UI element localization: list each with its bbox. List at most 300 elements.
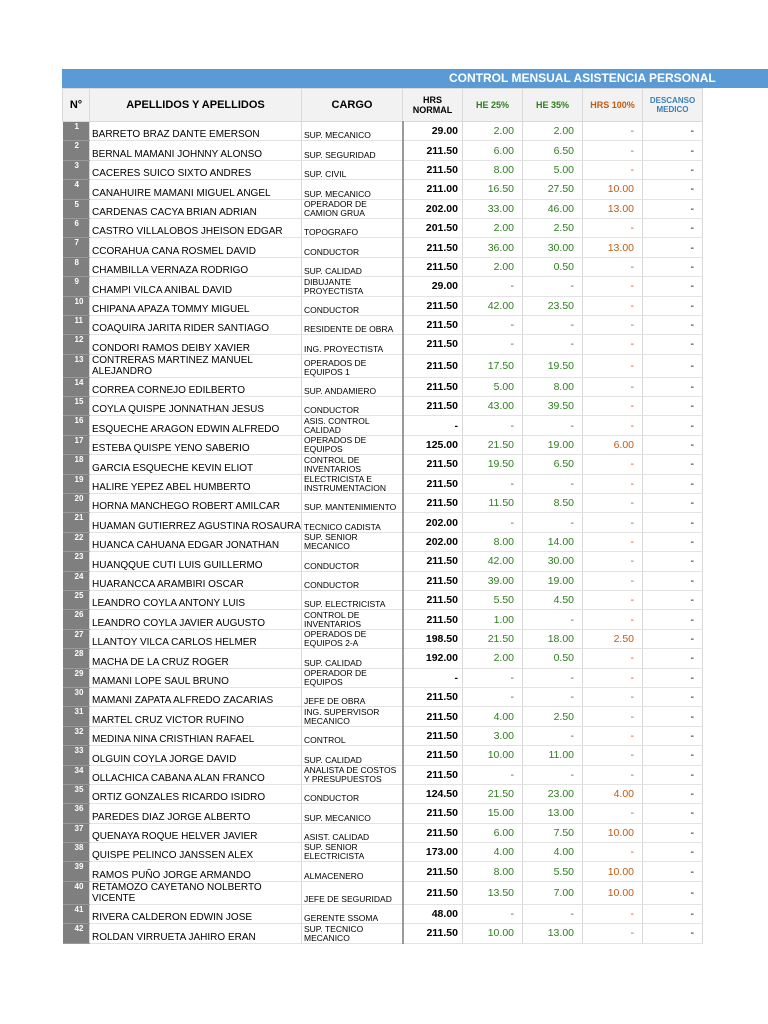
table-row [63, 513, 703, 532]
hrs-normal-value: 211.50 [403, 804, 463, 823]
he25-value: - [463, 668, 523, 687]
he25-value: - [463, 474, 523, 493]
hrs100-value: 10.00 [583, 862, 643, 881]
employee-cargo: SUP. TECNICO MECANICO [302, 924, 403, 943]
table-row [63, 141, 703, 160]
table-row [63, 335, 703, 354]
hrs100-value: - [583, 296, 643, 315]
employee-cargo: DIBUJANTE PROYECTISTA [302, 277, 403, 296]
employee-cargo: CONDUCTOR [302, 784, 403, 803]
employee-name: HUAMAN GUTIERREZ AGUSTINA ROSAURA [90, 513, 302, 532]
table-body [63, 122, 703, 944]
descanso-medico-value: - [643, 218, 703, 237]
table-row [63, 474, 703, 493]
he35-value: 8.50 [523, 494, 583, 513]
he25-value: 10.00 [463, 746, 523, 765]
descanso-medico-value: - [643, 687, 703, 706]
row-number: 33 [63, 746, 90, 765]
employee-name: LLANTOY VILCA CARLOS HELMER [90, 629, 302, 648]
he35-value: 4.00 [523, 843, 583, 862]
employee-name: MAMANI ZAPATA ALFREDO ZACARIAS [90, 687, 302, 706]
table-row [63, 746, 703, 765]
descanso-medico-value: - [643, 513, 703, 532]
row-number: 29 [63, 668, 90, 687]
hrs100-value: - [583, 707, 643, 726]
row-number: 32 [63, 726, 90, 745]
descanso-medico-value: - [643, 377, 703, 396]
hrs100-value: - [583, 571, 643, 590]
hrs-normal-value: 211.50 [403, 160, 463, 179]
row-number: 26 [63, 610, 90, 629]
he35-value: - [523, 315, 583, 334]
descanso-medico-value: - [643, 238, 703, 257]
table-row [63, 435, 703, 454]
he35-value: 46.00 [523, 199, 583, 218]
hrs100-value: - [583, 257, 643, 276]
row-number: 15 [63, 397, 90, 416]
row-number: 13 [63, 354, 90, 377]
hrs100-value: 10.00 [583, 180, 643, 199]
row-number: 7 [63, 238, 90, 257]
descanso-medico-value: - [643, 532, 703, 551]
descanso-medico-value: - [643, 435, 703, 454]
hrs100-value: - [583, 160, 643, 179]
employee-name: CANAHUIRE MAMANI MIGUEL ANGEL [90, 180, 302, 199]
he25-value: 6.00 [463, 823, 523, 842]
table-row [63, 199, 703, 218]
employee-name: MACHA DE LA CRUZ ROGER [90, 649, 302, 668]
column-header-he25: HE 25% [463, 89, 523, 122]
he25-value: 2.00 [463, 122, 523, 141]
he35-value: 7.00 [523, 881, 583, 904]
row-number: 16 [63, 416, 90, 435]
he25-value: - [463, 277, 523, 296]
he35-value: 30.00 [523, 238, 583, 257]
employee-name: RIVERA CALDERON EDWIN JOSE [90, 904, 302, 923]
descanso-medico-value: - [643, 726, 703, 745]
row-number: 35 [63, 784, 90, 803]
row-number: 19 [63, 474, 90, 493]
employee-cargo: RESIDENTE DE OBRA [302, 315, 403, 334]
he25-value: 33.00 [463, 199, 523, 218]
employee-name: HUANQQUE CUTI LUIS GUILLERMO [90, 552, 302, 571]
he35-value: 13.00 [523, 804, 583, 823]
employee-name: QUENAYA ROQUE HELVER JAVIER [90, 823, 302, 842]
he35-value: - [523, 765, 583, 784]
column-header-name: APELLIDOS Y APELLIDOS [90, 89, 302, 122]
employee-name: COAQUIRA JARITA RIDER SANTIAGO [90, 315, 302, 334]
he25-value: 21.50 [463, 435, 523, 454]
header-row [63, 89, 703, 122]
descanso-medico-value: - [643, 552, 703, 571]
hrs100-value: - [583, 474, 643, 493]
hrs-normal-value: 211.50 [403, 924, 463, 943]
table-row [63, 277, 703, 296]
table-row [63, 494, 703, 513]
hrs100-value: - [583, 218, 643, 237]
hrs-normal-value: 211.50 [403, 257, 463, 276]
he25-value: 15.00 [463, 804, 523, 823]
hrs100-value: - [583, 416, 643, 435]
table-row [63, 397, 703, 416]
row-number: 28 [63, 649, 90, 668]
employee-name: CCORAHUA CANA ROSMEL DAVID [90, 238, 302, 257]
employee-cargo: CONTROL [302, 726, 403, 745]
descanso-medico-value: - [643, 474, 703, 493]
he35-value: 13.00 [523, 924, 583, 943]
hrs-normal-value: 211.50 [403, 335, 463, 354]
employee-cargo: SUP. SENIOR ELECTRICISTA [302, 843, 403, 862]
he35-value: 30.00 [523, 552, 583, 571]
table-row [63, 532, 703, 551]
hrs-normal-value: 211.50 [403, 707, 463, 726]
column-header-hrs100: HRS 100% [583, 89, 643, 122]
hrs100-value: - [583, 904, 643, 923]
descanso-medico-value: - [643, 765, 703, 784]
hrs100-value: - [583, 335, 643, 354]
employee-name: OLGUIN COYLA JORGE DAVID [90, 746, 302, 765]
he25-value: - [463, 687, 523, 706]
he35-value: 4.50 [523, 590, 583, 609]
row-number: 23 [63, 552, 90, 571]
hrs-normal-value: 29.00 [403, 122, 463, 141]
employee-name: ORTIZ GONZALES RICARDO ISIDRO [90, 784, 302, 803]
table-row [63, 629, 703, 648]
hrs100-value: - [583, 122, 643, 141]
table-row [63, 707, 703, 726]
table-row [63, 924, 703, 943]
he35-value: 19.50 [523, 354, 583, 377]
he35-value: - [523, 687, 583, 706]
employee-cargo: ING. SUPERVISOR MECANICO [302, 707, 403, 726]
row-number: 18 [63, 455, 90, 474]
he25-value: 13.50 [463, 881, 523, 904]
table-row [63, 765, 703, 784]
hrs-normal-value: 211.50 [403, 397, 463, 416]
row-number: 5 [63, 199, 90, 218]
he35-value: - [523, 416, 583, 435]
column-header-he35: HE 35% [523, 89, 583, 122]
employee-cargo: CONTROL DE INVENTARIOS [302, 455, 403, 474]
he25-value: 2.00 [463, 649, 523, 668]
hrs-normal-value: 48.00 [403, 904, 463, 923]
row-number: 30 [63, 687, 90, 706]
employee-cargo: SUP. MECANICO [302, 804, 403, 823]
employee-name: GARCIA ESQUECHE KEVIN ELIOT [90, 455, 302, 474]
hrs100-value: 10.00 [583, 881, 643, 904]
row-number: 4 [63, 180, 90, 199]
hrs-normal-value: 211.50 [403, 726, 463, 745]
row-number: 12 [63, 335, 90, 354]
table-row [63, 881, 703, 904]
hrs100-value: - [583, 277, 643, 296]
employee-cargo: JEFE DE SEGURIDAD [302, 881, 403, 904]
hrs100-value: - [583, 765, 643, 784]
he35-value: 2.50 [523, 707, 583, 726]
employee-name: HORNA MANCHEGO ROBERT AMILCAR [90, 494, 302, 513]
descanso-medico-value: - [643, 862, 703, 881]
descanso-medico-value: - [643, 397, 703, 416]
row-number: 41 [63, 904, 90, 923]
hrs100-value: - [583, 141, 643, 160]
row-number: 40 [63, 881, 90, 904]
employee-name: RETAMOZO CAYETANO NOLBERTO VICENTE [90, 881, 302, 904]
hrs100-value: - [583, 687, 643, 706]
employee-cargo: TOPOGRAFO [302, 218, 403, 237]
table-row [63, 296, 703, 315]
hrs100-value: 4.00 [583, 784, 643, 803]
employee-name: LEANDRO COYLA ANTONY LUIS [90, 590, 302, 609]
he35-value: 27.50 [523, 180, 583, 199]
hrs100-value: - [583, 726, 643, 745]
employee-name: CONDORI RAMOS DEIBY XAVIER [90, 335, 302, 354]
descanso-medico-value: - [643, 904, 703, 923]
table-row [63, 610, 703, 629]
he25-value: 8.00 [463, 862, 523, 881]
he25-value: 42.00 [463, 552, 523, 571]
row-number: 38 [63, 843, 90, 862]
hrs100-value: 13.00 [583, 238, 643, 257]
row-number: 34 [63, 765, 90, 784]
employee-cargo: OPERADOS DE EQUIPOS [302, 435, 403, 454]
he25-value: 5.50 [463, 590, 523, 609]
hrs100-value: - [583, 668, 643, 687]
hrs-normal-value: 211.50 [403, 590, 463, 609]
hrs-normal-value: 211.50 [403, 862, 463, 881]
employee-cargo: SUP. CIVIL [302, 160, 403, 179]
row-number: 36 [63, 804, 90, 823]
employee-cargo: SUP. ANDAMIERO [302, 377, 403, 396]
table-row [63, 784, 703, 803]
employee-cargo: ELECTRICISTA E INSTRUMENTACION [302, 474, 403, 493]
he25-value: 11.50 [463, 494, 523, 513]
employee-name: CHAMPI VILCA ANIBAL DAVID [90, 277, 302, 296]
employee-cargo: OPERADOR DE EQUIPOS [302, 668, 403, 687]
employee-name: ESQUECHE ARAGON EDWIN ALFREDO [90, 416, 302, 435]
employee-name: QUISPE PELINCO JANSSEN ALEX [90, 843, 302, 862]
employee-name: ESTEBA QUISPE YENO SABERIO [90, 435, 302, 454]
descanso-medico-value: - [643, 160, 703, 179]
column-header-cargo: CARGO [302, 89, 403, 122]
descanso-medico-value: - [643, 707, 703, 726]
he35-value: 19.00 [523, 571, 583, 590]
table-row [63, 649, 703, 668]
he25-value: 10.00 [463, 924, 523, 943]
descanso-medico-value: - [643, 881, 703, 904]
he35-value: 5.00 [523, 160, 583, 179]
table-row [63, 804, 703, 823]
descanso-medico-value: - [643, 257, 703, 276]
he35-value: 8.00 [523, 377, 583, 396]
he25-value: 16.50 [463, 180, 523, 199]
descanso-medico-value: - [643, 416, 703, 435]
descanso-medico-value: - [643, 455, 703, 474]
hrs-normal-value: 125.00 [403, 435, 463, 454]
he25-value: 21.50 [463, 784, 523, 803]
row-number: 24 [63, 571, 90, 590]
employee-name: COYLA QUISPE JONNATHAN JESUS [90, 397, 302, 416]
descanso-medico-value: - [643, 277, 703, 296]
descanso-medico-value: - [643, 590, 703, 609]
he25-value: 8.00 [463, 532, 523, 551]
hrs-normal-value: 198.50 [403, 629, 463, 648]
he35-value: 5.50 [523, 862, 583, 881]
he25-value: - [463, 315, 523, 334]
descanso-medico-value: - [643, 924, 703, 943]
employee-cargo: SUP. MECANICO [302, 122, 403, 141]
he35-value: 11.00 [523, 746, 583, 765]
row-number: 2 [63, 141, 90, 160]
hrs100-value: - [583, 494, 643, 513]
employee-cargo: CONDUCTOR [302, 296, 403, 315]
hrs-normal-value: 211.50 [403, 238, 463, 257]
he35-value: - [523, 726, 583, 745]
hrs100-value: - [583, 843, 643, 862]
he35-value: 7.50 [523, 823, 583, 842]
employee-name: ROLDAN VIRRUETA JAHIRO ERAN [90, 924, 302, 943]
hrs-normal-value: - [403, 416, 463, 435]
hrs-normal-value: 211.50 [403, 296, 463, 315]
row-number: 6 [63, 218, 90, 237]
hrs100-value: - [583, 354, 643, 377]
employee-cargo: ING. PROYECTISTA [302, 335, 403, 354]
he35-value: 39.50 [523, 397, 583, 416]
column-header-hrs-normal: HRS NORMAL [403, 89, 463, 122]
employee-cargo: OPERADOS DE EQUIPOS 2-A [302, 629, 403, 648]
hrs-normal-value: 173.00 [403, 843, 463, 862]
employee-name: CHAMBILLA VERNAZA RODRIGO [90, 257, 302, 276]
hrs-normal-value: 211.50 [403, 881, 463, 904]
he35-value: - [523, 610, 583, 629]
employee-cargo: JEFE DE OBRA [302, 687, 403, 706]
descanso-medico-value: - [643, 823, 703, 842]
descanso-medico-value: - [643, 746, 703, 765]
row-number: 31 [63, 707, 90, 726]
descanso-medico-value: - [643, 354, 703, 377]
employee-name: CHIPANA APAZA TOMMY MIGUEL [90, 296, 302, 315]
hrs100-value: - [583, 532, 643, 551]
he25-value: - [463, 335, 523, 354]
descanso-medico-value: - [643, 571, 703, 590]
row-number: 27 [63, 629, 90, 648]
hrs100-value: - [583, 610, 643, 629]
hrs100-value: - [583, 397, 643, 416]
employee-cargo: ALMACENERO [302, 862, 403, 881]
he25-value: 1.00 [463, 610, 523, 629]
employee-cargo: SUP. ELECTRICISTA [302, 590, 403, 609]
table-row [63, 218, 703, 237]
table-row [63, 238, 703, 257]
hrs-normal-value: 211.50 [403, 474, 463, 493]
hrs100-value: - [583, 315, 643, 334]
hrs100-value: 10.00 [583, 823, 643, 842]
employee-cargo: SUP. SEGURIDAD [302, 141, 403, 160]
descanso-medico-value: - [643, 199, 703, 218]
row-number: 17 [63, 435, 90, 454]
hrs100-value: - [583, 590, 643, 609]
employee-name: CARDENAS CACYA BRIAN ADRIAN [90, 199, 302, 218]
he35-value: 23.00 [523, 784, 583, 803]
hrs-normal-value: 211.50 [403, 315, 463, 334]
row-number: 21 [63, 513, 90, 532]
row-number: 9 [63, 277, 90, 296]
he35-value: 2.00 [523, 122, 583, 141]
he35-value: 6.50 [523, 455, 583, 474]
descanso-medico-value: - [643, 784, 703, 803]
he25-value: 2.00 [463, 218, 523, 237]
employee-name: OLLACHICA CABANA ALAN FRANCO [90, 765, 302, 784]
table-row [63, 862, 703, 881]
employee-cargo: CONDUCTOR [302, 397, 403, 416]
he25-value: 21.50 [463, 629, 523, 648]
descanso-medico-value: - [643, 610, 703, 629]
row-number: 42 [63, 924, 90, 943]
he25-value: 4.00 [463, 707, 523, 726]
hrs100-value: - [583, 455, 643, 474]
hrs100-value: 6.00 [583, 435, 643, 454]
descanso-medico-value: - [643, 180, 703, 199]
hrs-normal-value: 192.00 [403, 649, 463, 668]
he35-value: 18.00 [523, 629, 583, 648]
hrs100-value: - [583, 804, 643, 823]
row-number: 1 [63, 122, 90, 141]
employee-cargo: SUP. SENIOR MECANICO [302, 532, 403, 551]
he35-value: 6.50 [523, 141, 583, 160]
row-number: 20 [63, 494, 90, 513]
he25-value: 36.00 [463, 238, 523, 257]
he25-value: 5.00 [463, 377, 523, 396]
hrs-normal-value: 201.50 [403, 218, 463, 237]
employee-cargo: CONDUCTOR [302, 571, 403, 590]
employee-cargo: GERENTE SSOMA [302, 904, 403, 923]
hrs100-value: - [583, 746, 643, 765]
hrs-normal-value: 211.50 [403, 746, 463, 765]
table-row [63, 160, 703, 179]
employee-name: MARTEL CRUZ VICTOR RUFINO [90, 707, 302, 726]
he35-value: 0.50 [523, 649, 583, 668]
table-row [63, 904, 703, 923]
he35-value: 2.50 [523, 218, 583, 237]
row-number: 22 [63, 532, 90, 551]
employee-cargo: ANALISTA DE COSTOS Y PRESUPUESTOS [302, 765, 403, 784]
he35-value: 19.00 [523, 435, 583, 454]
he25-value: 8.00 [463, 160, 523, 179]
employee-cargo: TECNICO CADISTA [302, 513, 403, 532]
he35-value: - [523, 277, 583, 296]
row-number: 37 [63, 823, 90, 842]
descanso-medico-value: - [643, 629, 703, 648]
hrs-normal-value: 211.00 [403, 180, 463, 199]
table-row [63, 416, 703, 435]
table-row [63, 377, 703, 396]
hrs-normal-value: 211.50 [403, 377, 463, 396]
hrs-normal-value: 29.00 [403, 277, 463, 296]
table-row [63, 668, 703, 687]
title-banner [62, 69, 768, 88]
he35-value: - [523, 668, 583, 687]
hrs-normal-value: 124.50 [403, 784, 463, 803]
column-header-descanso-medico: DESCANSO MEDICO [643, 89, 703, 122]
he25-value: 2.00 [463, 257, 523, 276]
hrs100-value: 13.00 [583, 199, 643, 218]
descanso-medico-value: - [643, 804, 703, 823]
hrs100-value: - [583, 552, 643, 571]
employee-name: HUARANCCA ARAMBIRI OSCAR [90, 571, 302, 590]
hrs-normal-value: 211.50 [403, 141, 463, 160]
employee-name: CORREA CORNEJO EDILBERTO [90, 377, 302, 396]
table-row [63, 823, 703, 842]
descanso-medico-value: - [643, 296, 703, 315]
